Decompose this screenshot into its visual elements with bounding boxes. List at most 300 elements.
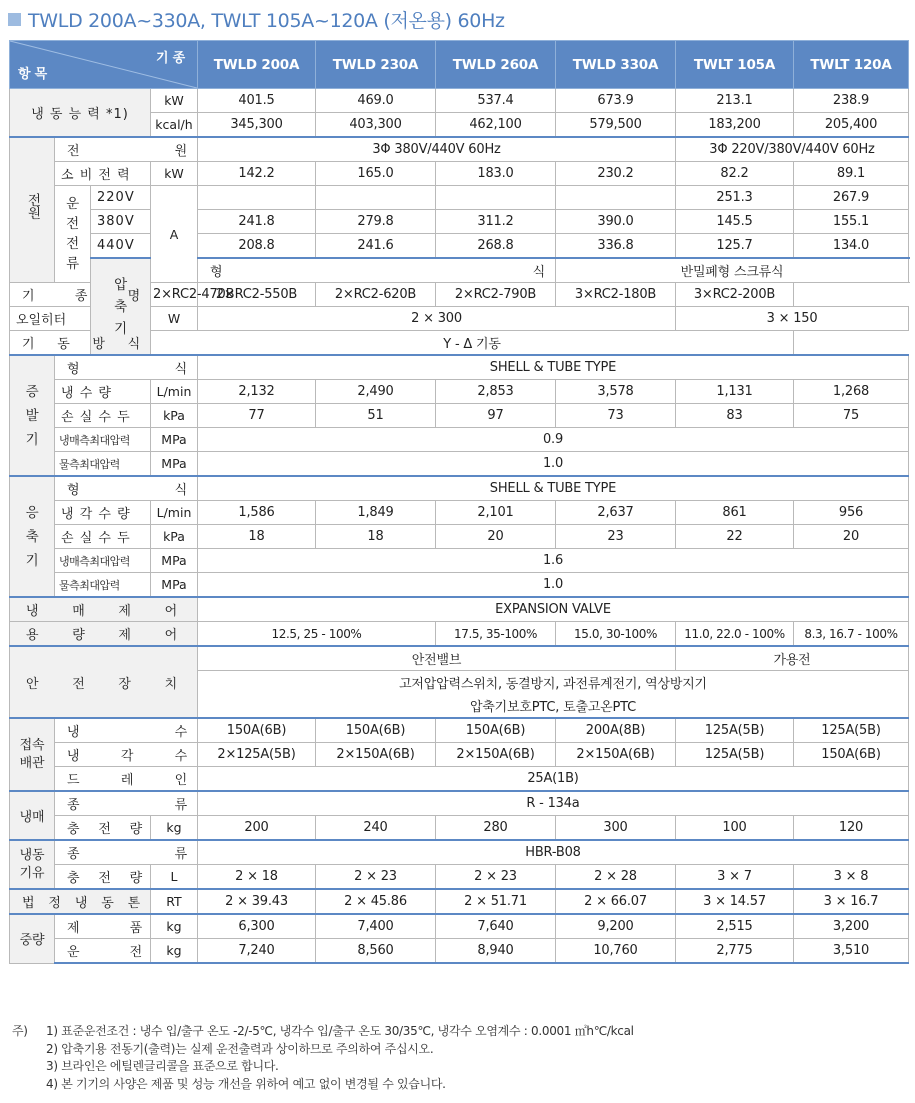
footnote-text: 3) 브라인은 에틸렌글리콜을 표준으로 합니다. (46, 1059, 279, 1073)
value-cell: 2 × 18 (198, 865, 316, 890)
label-char: 수 (174, 725, 187, 740)
power-source-row (10, 137, 909, 162)
cooling-capacity-label: 냉 동 능 력 *1) (10, 89, 151, 138)
label-char: 종 (67, 798, 80, 813)
value-cell: 150A(6B) (436, 718, 556, 743)
unit-cell: RT (151, 889, 198, 914)
current-220v-row (10, 186, 909, 210)
evaporator-water-pressure-label: 물측최대압력 (55, 452, 151, 477)
value-cell: 51 (316, 404, 436, 428)
label-char: 종 (74, 289, 88, 304)
value-cell: 2 × 23 (436, 865, 556, 890)
value-cell: 3×RC2-180B (556, 283, 676, 307)
value-cell: 6,300 (198, 914, 316, 939)
footnote-text: 1) 표준운전조건 : 냉수 입/출구 온도 -2/-5℃, 냉각수 입/출구 온도 30/35℃, 냉각수 오염계수 : 0.0001 ㎡h℃/kcal (46, 1024, 634, 1038)
value-cell: 1,131 (676, 380, 794, 404)
value-cell: 183.0 (436, 162, 556, 186)
value-cell: 142.2 (198, 162, 316, 186)
unit-cell: MPa (151, 452, 198, 477)
safety-row-1 (10, 646, 909, 671)
unit-cell: kg (151, 816, 198, 841)
evaporator-water-pressure-value: 1.0 (198, 452, 909, 477)
capacity-control-value: 17.5, 35-100% (436, 622, 556, 647)
value-cell: 251.3 (676, 186, 794, 210)
refrigerant-charge-row (10, 816, 909, 841)
evaporator-ref-pressure-row (10, 428, 909, 452)
safety-label (10, 646, 198, 718)
label-char: 장 (118, 676, 131, 692)
evaporator-loss-label: 손 실 수 두 (55, 404, 151, 428)
refrigerant-kind-label (55, 791, 198, 816)
value-cell: 150A(6B) (198, 718, 316, 743)
value-cell: 2,637 (556, 501, 676, 525)
evaporator-flow-label: 냉 수 량 (55, 380, 151, 404)
value-cell: 100 (676, 816, 794, 841)
value-cell: 2 × 39.43 (198, 889, 316, 914)
value-cell: 125A(5B) (794, 718, 909, 743)
value-cell: 579,500 (556, 113, 676, 138)
value-cell: 3 × 14.57 (676, 889, 794, 914)
condenser-group-label (10, 476, 55, 597)
weight-operating-row (10, 939, 909, 964)
value-cell: 469.0 (316, 89, 436, 113)
label-char: 동 (101, 896, 114, 911)
unit-cell: kPa (151, 404, 198, 428)
label-char: 어 (164, 628, 177, 643)
label-char: 제 (118, 628, 131, 643)
value-cell: 75 (794, 404, 909, 428)
value-cell: 3 × 8 (794, 865, 909, 890)
value-cell: 2×125A(5B) (198, 743, 316, 767)
value-cell: 390.0 (556, 210, 676, 234)
value-cell: 8,940 (436, 939, 556, 964)
value-cell: 145.5 (676, 210, 794, 234)
start-method-value: Y - Δ 기동 (151, 331, 794, 356)
unit-cell: MPa (151, 549, 198, 573)
value-cell: 200A(8B) (556, 718, 676, 743)
label-char: 원 (174, 144, 187, 159)
label-char: 전 (98, 822, 111, 837)
oil-heater-value-a: 2 × 300 (198, 307, 676, 331)
label-char: 량 (129, 871, 142, 886)
capacity-control-value: 11.0, 22.0 - 100% (676, 622, 794, 647)
piping-cooling-row (10, 743, 909, 767)
condenser-ref-pressure-label: 냉매측최대압력 (55, 549, 151, 573)
condenser-water-pressure-row (10, 573, 909, 598)
value-cell: 165.0 (316, 162, 436, 186)
value-cell: 2×RC2-620B (316, 283, 436, 307)
corner-item-label: 항 목 (18, 67, 48, 82)
power-source-b: 3Φ 220V/380V/440V 60Hz (676, 137, 909, 162)
title-square-icon (8, 13, 21, 26)
value-cell: 956 (794, 501, 909, 525)
label-char: 식 (174, 483, 187, 498)
evaporator-ref-pressure-label: 냉매측최대압력 (55, 428, 151, 452)
value-cell: 7,640 (436, 914, 556, 939)
unit-cell: kg (151, 914, 198, 939)
capacity-control-row (10, 622, 909, 647)
value-cell: 3,578 (556, 380, 676, 404)
unit-cell: kg (151, 939, 198, 964)
value-cell: 2 × 28 (556, 865, 676, 890)
label-char: 류 (174, 798, 187, 813)
legal-ton-label (10, 889, 151, 914)
footnote-item (12, 1041, 634, 1059)
label-char: 형 (67, 483, 80, 498)
value-cell: 23 (556, 525, 676, 549)
compressor-type-row (10, 258, 909, 283)
model-header: TWLT 105A (676, 41, 794, 89)
label-char: 레 (120, 773, 134, 788)
label-char: 제 (118, 604, 131, 619)
label-char: 각 (120, 749, 134, 764)
title-text: TWLD 200A~330A, TWLT 105A~120A (저온용) 60Hz (28, 9, 505, 32)
weight-group-label: 중량 (10, 914, 55, 963)
value-cell: 238.9 (794, 89, 909, 113)
label-char: 운 (67, 945, 80, 960)
value-cell: 150A(6B) (794, 743, 909, 767)
value-cell: 403,300 (316, 113, 436, 138)
label-char: 드 (67, 773, 80, 788)
value-cell: 3 × 16.7 (794, 889, 909, 914)
refrigerant-kind-value: R - 134a (198, 791, 909, 816)
running-current-text: 운전전류 (66, 195, 79, 272)
oil-heater-label: 오일히터 (10, 307, 91, 331)
oil-charge-label (55, 865, 151, 890)
label-char: 식 (127, 337, 140, 352)
condenser-water-pressure-value: 1.0 (198, 573, 909, 598)
footnote-item (12, 1076, 634, 1094)
start-method-label (10, 331, 151, 356)
evaporator-flow-row (10, 380, 909, 404)
value-cell: 73 (556, 404, 676, 428)
refrigerant-control-row (10, 597, 909, 622)
piping-cooling-label (55, 743, 198, 767)
condenser-type-row (10, 476, 909, 501)
unit-cell: kcal/h (151, 113, 198, 138)
value-cell: 134.0 (794, 234, 909, 259)
value-cell: 83 (676, 404, 794, 428)
piping-drain-row (10, 767, 909, 792)
value-cell: 97 (436, 404, 556, 428)
voltage-label: 440V (91, 234, 151, 259)
value-cell: 183,200 (676, 113, 794, 138)
value-cell: 2×RC2-470B (151, 283, 198, 307)
value-cell: 2 × 45.86 (316, 889, 436, 914)
evaporator-water-pressure-row (10, 452, 909, 477)
value-cell: 208.8 (198, 234, 316, 259)
weight-operating-label (55, 939, 151, 964)
value-cell: 205,400 (794, 113, 909, 138)
unit-cell: kW (151, 162, 198, 186)
value-cell: 267.9 (794, 186, 909, 210)
value-cell (316, 186, 436, 210)
label-char: 형 (210, 265, 223, 280)
footnote-item (12, 1023, 634, 1041)
label-char: 명 (127, 289, 140, 304)
piping-group-label: 접속배관 (10, 718, 55, 791)
value-cell: 2×150A(6B) (556, 743, 676, 767)
unit-cell: MPa (151, 428, 198, 452)
running-current-label (55, 186, 91, 283)
label-char: 정 (48, 896, 61, 911)
safety-fusible-plug: 가용전 (676, 646, 909, 671)
condenser-flow-label: 냉 각 수 량 (55, 501, 151, 525)
value-cell: 861 (676, 501, 794, 525)
unit-cell: L (151, 865, 198, 890)
label-char: 전 (72, 676, 85, 692)
condenser-type-label (55, 476, 198, 501)
condenser-ref-pressure-value: 1.6 (198, 549, 909, 573)
label-char: 어 (164, 604, 177, 619)
compressor-model-row (10, 283, 909, 307)
footnote-prefix: 주) (12, 1024, 28, 1038)
value-cell: 241.8 (198, 210, 316, 234)
value-cell: 20 (436, 525, 556, 549)
unit-cell: L/min (151, 501, 198, 525)
safety-valve: 안전밸브 (198, 646, 676, 671)
value-cell (198, 186, 316, 210)
value-cell: 300 (556, 816, 676, 841)
value-cell: 336.8 (556, 234, 676, 259)
power-group-label (10, 137, 55, 283)
value-cell: 3 × 7 (676, 865, 794, 890)
legal-ton-row (10, 889, 909, 914)
value-cell: 2,775 (676, 939, 794, 964)
label-char: 냉 (74, 896, 88, 911)
label-char: 종 (67, 847, 80, 862)
current-unit-cell: A (151, 186, 198, 283)
value-cell: 120 (794, 816, 909, 841)
value-cell: 9,200 (556, 914, 676, 939)
label-char: 형 (67, 362, 80, 377)
value-cell: 150A(6B) (316, 718, 436, 743)
value-cell: 537.4 (436, 89, 556, 113)
model-header: TWLD 230A (316, 41, 436, 89)
value-cell: 3×RC2-200B (676, 283, 794, 307)
label-char: 방 (92, 337, 105, 352)
value-cell: 2,132 (198, 380, 316, 404)
refrigerant-group-label: 냉매 (10, 791, 55, 840)
voltage-label: 220V (91, 186, 151, 210)
value-cell: 3,200 (794, 914, 909, 939)
value-cell: 401.5 (198, 89, 316, 113)
value-cell: 7,240 (198, 939, 316, 964)
oil-group-label: 냉동기유 (10, 840, 55, 889)
model-header: TWLD 200A (198, 41, 316, 89)
unit-cell: MPa (151, 573, 198, 598)
evaporator-type-row (10, 355, 909, 380)
value-cell: 89.1 (794, 162, 909, 186)
label-char: 기 (22, 289, 35, 304)
header-row (10, 41, 909, 89)
value-cell: 279.8 (316, 210, 436, 234)
oil-heater-value-b: 3 × 150 (676, 307, 909, 331)
refrigerant-kind-row (10, 791, 909, 816)
label-char: 인 (174, 773, 187, 788)
condenser-loss-row (10, 525, 909, 549)
power-source-label (55, 137, 198, 162)
value-cell: 82.2 (676, 162, 794, 186)
power-consumption-row (10, 162, 909, 186)
compressor-type-value: 반밀폐형 스크류식 (556, 258, 909, 283)
piping-cold-row (10, 718, 909, 743)
value-cell: 2,490 (316, 380, 436, 404)
footnotes (12, 1023, 634, 1093)
label-char: 전 (129, 945, 142, 960)
value-cell: 213.1 (676, 89, 794, 113)
value-cell: 77 (198, 404, 316, 428)
label-char: 냉 (26, 604, 39, 619)
piping-cold-label (55, 718, 198, 743)
label-char: 충 (67, 871, 80, 886)
capacity-control-value: 8.3, 16.7 - 100% (794, 622, 909, 647)
evaporator-group-text: 증발기 (25, 383, 39, 448)
label-char: 치 (164, 676, 177, 692)
value-cell: 311.2 (436, 210, 556, 234)
piping-drain-value: 25A(1B) (198, 767, 909, 792)
condenser-loss-label: 손 실 수 두 (55, 525, 151, 549)
label-char: 식 (532, 265, 545, 280)
value-cell: 345,300 (198, 113, 316, 138)
model-header: TWLD 260A (436, 41, 556, 89)
evaporator-ref-pressure-value: 0.9 (198, 428, 909, 452)
label-char: 품 (129, 921, 142, 936)
value-cell: 3,510 (794, 939, 909, 964)
label-char: 동 (57, 337, 70, 352)
capacity-control-label (10, 622, 198, 647)
label-char: 충 (67, 822, 80, 837)
value-cell: 2,853 (436, 380, 556, 404)
footnote-item (12, 1058, 634, 1076)
safety-devices-line2: 압축기보호PTC, 토출고온PTC (198, 694, 909, 718)
weight-product-label (55, 914, 151, 939)
value-cell: 8,560 (316, 939, 436, 964)
value-cell: 2,515 (676, 914, 794, 939)
refrigerant-control-label (10, 597, 198, 622)
unit-cell: L/min (151, 380, 198, 404)
unit-cell: kW (151, 89, 198, 113)
label-char: 수 (174, 749, 187, 764)
unit-cell: W (151, 307, 198, 331)
current-380v-row (10, 210, 909, 234)
value-cell: 2 × 66.07 (556, 889, 676, 914)
corner-model-label: 기 종 (155, 51, 185, 66)
value-cell: 125A(5B) (676, 743, 794, 767)
refrigerant-charge-label (55, 816, 151, 841)
value-cell: 280 (436, 816, 556, 841)
oil-charge-row (10, 865, 909, 890)
power-group-text: 전원 (24, 193, 41, 220)
model-header: TWLD 330A (556, 41, 676, 89)
label-char: 량 (129, 822, 142, 837)
value-cell: 1,268 (794, 380, 909, 404)
capacity-control-value: 15.0, 30-100% (556, 622, 676, 647)
power-source-a: 3Φ 380V/440V 60Hz (198, 137, 676, 162)
value-cell: 240 (316, 816, 436, 841)
cooling-kw-row (10, 89, 909, 113)
label-char: 용 (26, 628, 39, 643)
evaporator-type-label (55, 355, 198, 380)
condenser-type-value: SHELL & TUBE TYPE (198, 476, 909, 501)
condenser-flow-row (10, 501, 909, 525)
value-cell: 268.8 (436, 234, 556, 259)
value-cell: 2×RC2-790B (436, 283, 556, 307)
label-char: 류 (174, 847, 187, 862)
label-char: 안 (26, 676, 39, 692)
label-char: 법 (22, 896, 35, 911)
refrigerant-control-value: EXPANSION VALVE (198, 597, 909, 622)
compressor-model-label (10, 283, 151, 307)
value-cell: 241.6 (316, 234, 436, 259)
oil-kind-value: HBR-B08 (198, 840, 909, 865)
unit-cell: kPa (151, 525, 198, 549)
value-cell: 2,101 (436, 501, 556, 525)
value-cell: 20 (794, 525, 909, 549)
value-cell: 1,586 (198, 501, 316, 525)
value-cell: 2 × 23 (316, 865, 436, 890)
value-cell: 10,760 (556, 939, 676, 964)
label-char: 식 (174, 362, 187, 377)
model-header: TWLT 120A (794, 41, 909, 89)
compressor-type-label (198, 258, 556, 283)
value-cell: 7,400 (316, 914, 436, 939)
condenser-group-text: 응축기 (25, 504, 39, 569)
label-char: 제 (67, 921, 80, 936)
value-cell (556, 186, 676, 210)
label-char: 매 (72, 604, 85, 619)
value-cell: 462,100 (436, 113, 556, 138)
value-cell: 2 × 51.71 (436, 889, 556, 914)
evaporator-type-value: SHELL & TUBE TYPE (198, 355, 909, 380)
current-440v-row (10, 234, 909, 259)
value-cell: 125A(5B) (676, 718, 794, 743)
value-cell: 155.1 (794, 210, 909, 234)
value-cell: 2×RC2-550B (198, 283, 316, 307)
value-cell: 673.9 (556, 89, 676, 113)
evaporator-loss-row (10, 404, 909, 428)
value-cell: 22 (676, 525, 794, 549)
value-cell: 125.7 (676, 234, 794, 259)
oil-kind-row (10, 840, 909, 865)
weight-product-row (10, 914, 909, 939)
label-char: 기 (22, 337, 35, 352)
start-method-row (10, 331, 909, 356)
capacity-control-value: 12.5, 25 - 100% (198, 622, 436, 647)
label-char: 냉 (67, 749, 80, 764)
value-cell: 1,849 (316, 501, 436, 525)
spec-table (9, 40, 909, 964)
condenser-ref-pressure-row (10, 549, 909, 573)
label-char: 전 (98, 871, 111, 886)
footnote-text: 2) 압축기용 전동기(출력)는 실제 운전출력과 상이하므로 주의하여 주십시오. (46, 1041, 434, 1056)
condenser-water-pressure-label: 물측최대압력 (55, 573, 151, 598)
label-char: 톤 (127, 896, 140, 911)
value-cell: 2×150A(6B) (436, 743, 556, 767)
page-title (8, 4, 505, 34)
header-corner (10, 41, 198, 89)
power-consumption-label: 소 비 전 력 (55, 162, 151, 186)
value-cell: 18 (198, 525, 316, 549)
compressor-group-text: 압축기 (114, 276, 127, 337)
value-cell: 200 (198, 816, 316, 841)
voltage-label: 380V (91, 210, 151, 234)
value-cell: 2×150A(6B) (316, 743, 436, 767)
value-cell: 230.2 (556, 162, 676, 186)
safety-devices-line1: 고저압압력스위치, 동결방지, 과전류계전기, 역상방지기 (198, 671, 909, 695)
label-char: 량 (72, 628, 85, 643)
piping-drain-label (55, 767, 198, 792)
